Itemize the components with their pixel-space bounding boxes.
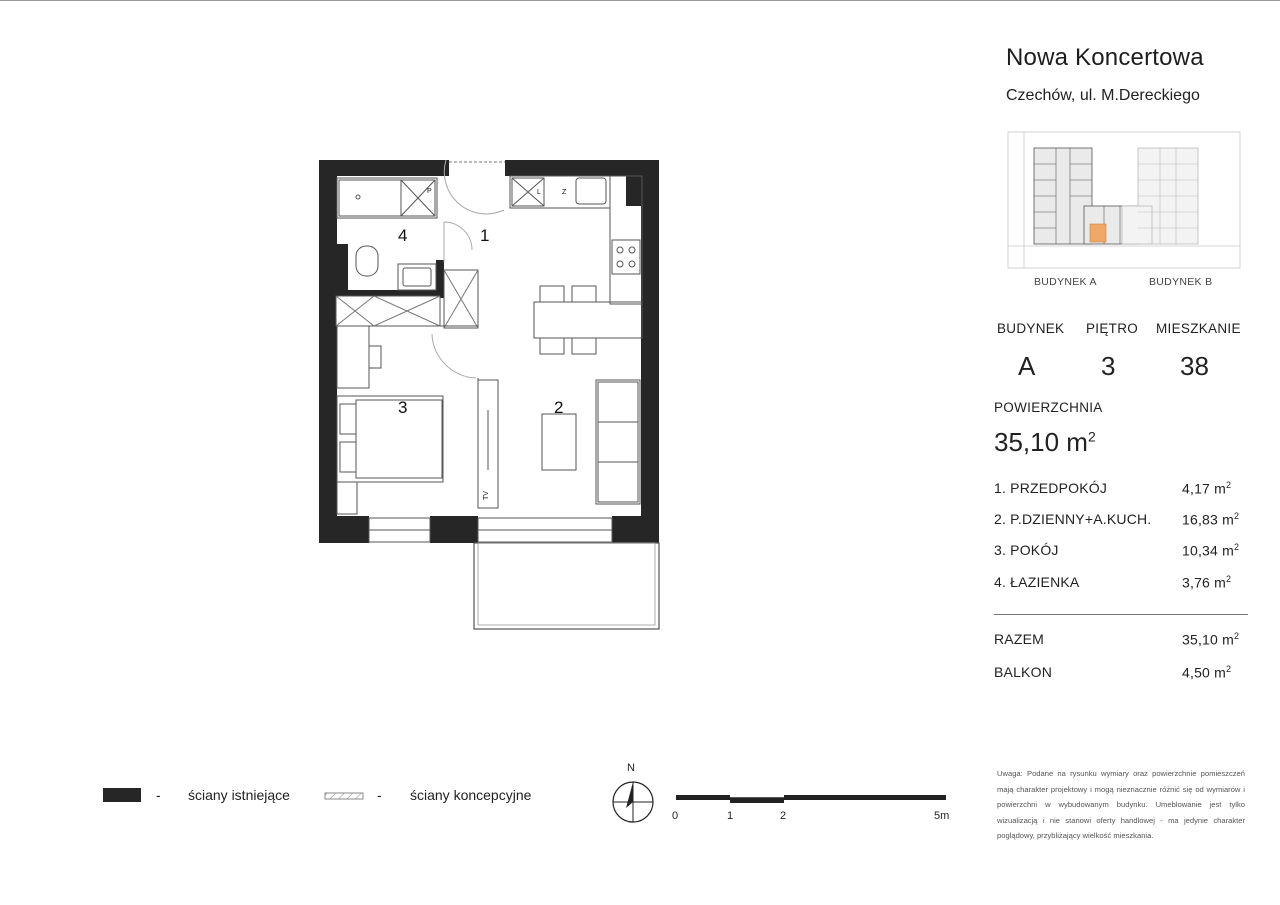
room-row-2-area bbox=[1182, 511, 1239, 528]
compass-north-label: N bbox=[627, 762, 635, 774]
project-title: Nowa Koncertowa bbox=[1006, 44, 1204, 71]
room-row-2-area-value: 16,83 m bbox=[1182, 511, 1234, 528]
room-row-3-area bbox=[1182, 542, 1239, 559]
balcony-row-area-value: 4,50 m bbox=[1182, 664, 1226, 681]
room-label-3: 3 bbox=[398, 398, 408, 417]
site-plan-thumbnail bbox=[1004, 128, 1244, 276]
room-row-1-area bbox=[1182, 480, 1231, 497]
area-total bbox=[994, 427, 1096, 458]
room-row-4-sup: 2 bbox=[1226, 574, 1232, 584]
room-label-4: 4 bbox=[398, 226, 408, 245]
room-row-4-area-value: 3,76 m bbox=[1182, 574, 1226, 591]
compass-icon bbox=[613, 782, 653, 822]
balcony-row-sup: 2 bbox=[1226, 664, 1232, 674]
balcony bbox=[474, 543, 659, 629]
room-row-2-label: 2. P.DZIENNY+A.KUCH. bbox=[994, 511, 1152, 527]
apartment-header: MIESZKANIE bbox=[1156, 321, 1241, 336]
room-row-3-sup: 2 bbox=[1234, 542, 1240, 552]
scale-tick-1: 1 bbox=[727, 810, 734, 822]
legend-conceptual-walls: ściany koncepcyjne bbox=[410, 787, 532, 803]
room-row-1-label: 1. PRZEDPOKÓJ bbox=[994, 480, 1108, 496]
room-row-1-area-value: 4,17 m bbox=[1182, 480, 1226, 497]
tv-label: TV bbox=[483, 491, 490, 500]
room-row-1-sup: 2 bbox=[1226, 480, 1232, 490]
legend-existing-walls: ściany istniejące bbox=[188, 787, 290, 803]
divider bbox=[994, 614, 1248, 615]
scale-tick-0: 0 bbox=[672, 810, 679, 822]
apartment-value: 38 bbox=[1180, 351, 1209, 381]
building-header: BUDYNEK bbox=[997, 321, 1065, 336]
room-row-4-label: 4. ŁAZIENKA bbox=[994, 574, 1080, 590]
fridge-label-l: L bbox=[537, 189, 541, 196]
area-total-sup: 2 bbox=[1087, 428, 1096, 445]
area-header: POWIERZCHNIA bbox=[994, 400, 1103, 415]
fridge-label-z: Z bbox=[562, 189, 567, 196]
scale-tick-2: 2 bbox=[780, 810, 787, 822]
building-value: A bbox=[1018, 351, 1036, 381]
legend-dash-2: - bbox=[377, 787, 382, 803]
room-row-4-area bbox=[1182, 574, 1231, 591]
room-row-3-area-value: 10,34 m bbox=[1182, 542, 1234, 559]
disclaimer-note: Uwaga: Podane na rysunku wymiary oraz powierzchnie pomieszczeń mają charakter projektowy i mogą nieznacznie różnić się od wymiarów i powierzchni w wybudowanym budynku. Umeblowanie jest tylko wizualizacją i nie stanowi oferty handlowej - ma jedynie charakter poglądowy, przybliżający wielkość mieszkania. bbox=[997, 769, 1245, 841]
room-label-2: 2 bbox=[554, 398, 564, 417]
room-row-2-sup: 2 bbox=[1234, 511, 1240, 521]
floor-header: PIĘTRO bbox=[1086, 321, 1139, 336]
floor-value: 3 bbox=[1101, 351, 1116, 381]
legend-dash-1: - bbox=[156, 787, 161, 803]
legend-conceptual-swatch bbox=[325, 793, 363, 799]
room-label-1: 1 bbox=[480, 226, 490, 245]
scale-bar bbox=[676, 795, 946, 803]
total-row-area-value: 35,10 m bbox=[1182, 631, 1234, 648]
balcony-row-label: BALKON bbox=[994, 664, 1052, 680]
building-a-label: BUDYNEK A bbox=[1034, 276, 1097, 288]
room-row-3-label: 3. POKÓJ bbox=[994, 542, 1059, 558]
shower-label-p: P bbox=[427, 188, 432, 195]
total-row-area bbox=[1182, 631, 1239, 648]
balcony-row-area bbox=[1182, 664, 1231, 681]
total-row-label: RAZEM bbox=[994, 631, 1044, 647]
area-total-value: 35,10 m bbox=[994, 427, 1088, 457]
apartment-highlight bbox=[1090, 224, 1106, 242]
scale-tick-5m: 5m bbox=[934, 810, 950, 822]
project-address: Czechów, ul. M.Dereckiego bbox=[1006, 87, 1200, 104]
building-b-label: BUDYNEK B bbox=[1149, 276, 1213, 288]
legend-existing-swatch bbox=[103, 788, 141, 802]
total-row-sup: 2 bbox=[1234, 631, 1240, 641]
